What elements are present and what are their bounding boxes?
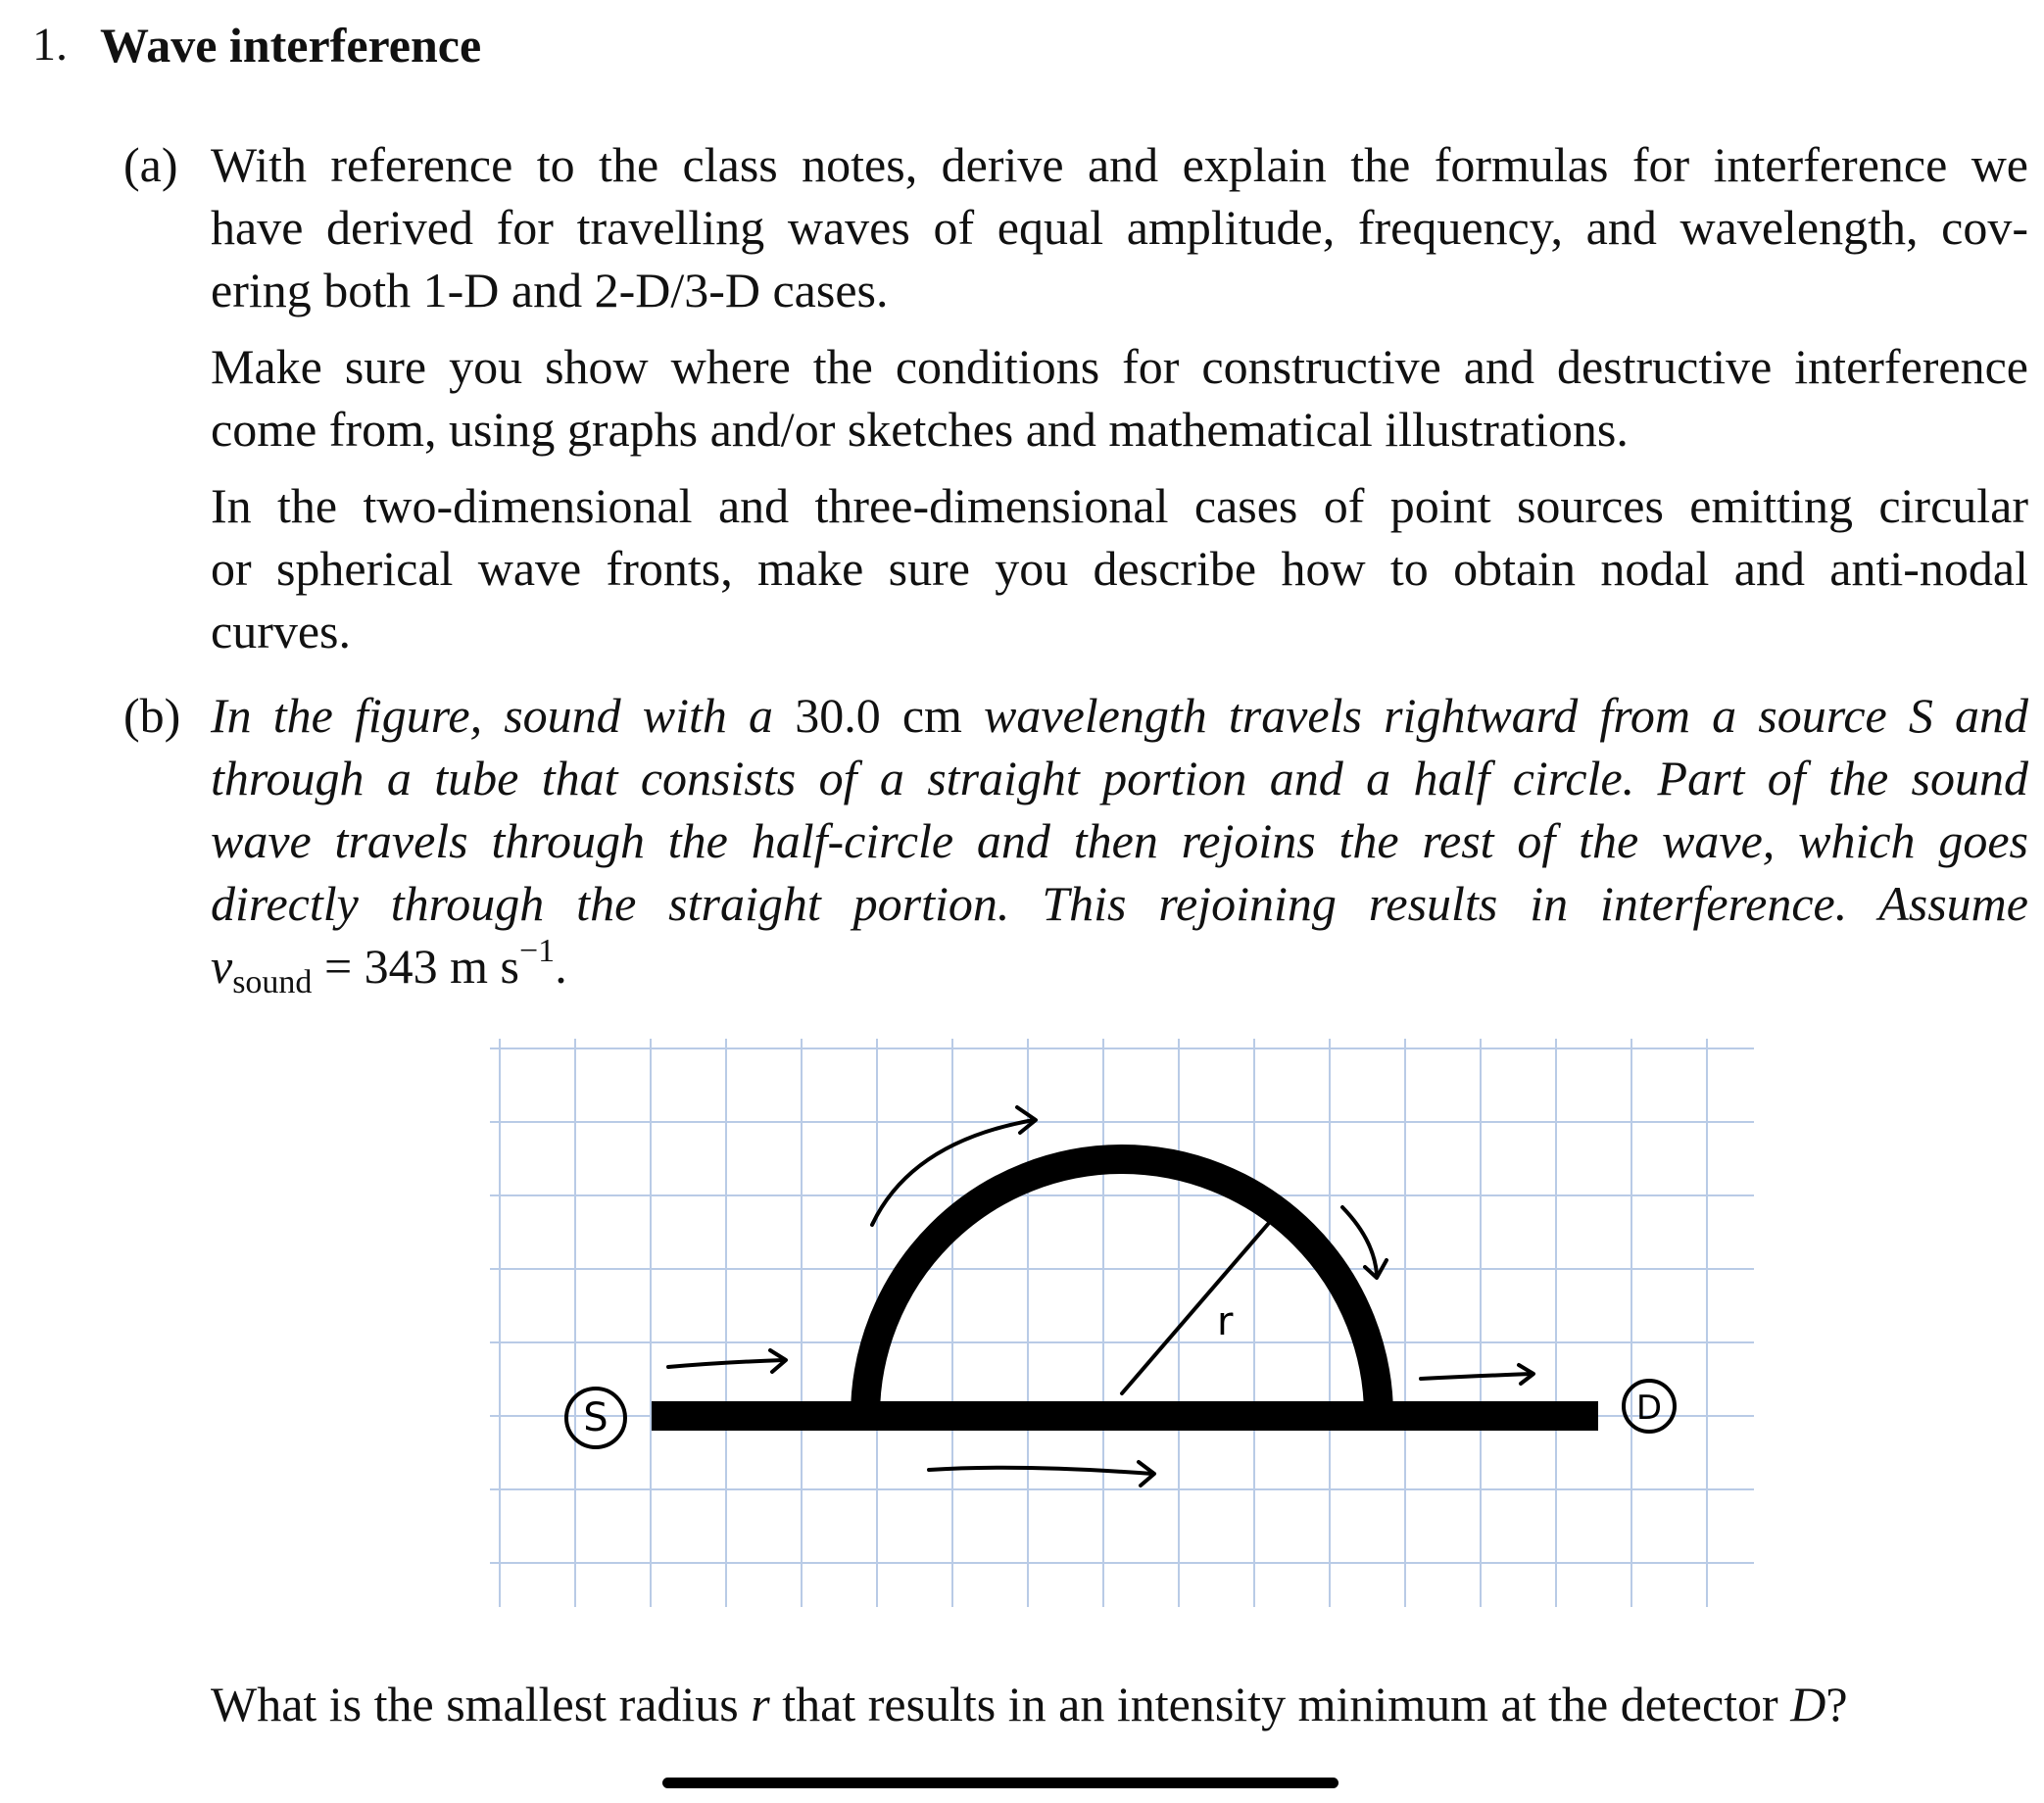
question-pre: What is the smallest radius <box>211 1677 752 1731</box>
part-a-paragraph-2 <box>211 335 2028 461</box>
part-b-line-2: through a tube that consists of a straight portion and a half circle. Part of the sound <box>211 751 2028 805</box>
part-a-p3-line-3: curves. <box>211 604 351 658</box>
part-b-paragraph <box>211 684 2028 998</box>
detector-label: D <box>1635 1389 1663 1428</box>
graph-grid <box>490 1039 1754 1607</box>
part-a-p1-line-2: have derived for travelling waves of equal amplitude, frequency, and wavelength, cov- <box>211 200 2028 255</box>
v-end: . <box>555 939 567 994</box>
part-a-paragraph-1 <box>211 133 2028 321</box>
tube-figure <box>490 1039 1754 1627</box>
v-symbol: v <box>211 939 233 994</box>
arrow-icon-right <box>1421 1365 1533 1384</box>
half-circle-tube <box>865 1159 1379 1416</box>
section-title: Wave interference <box>100 18 482 73</box>
home-indicator[interactable] <box>662 1778 1338 1788</box>
question-d-symbol: D <box>1790 1677 1826 1731</box>
arrow-icon-bottom <box>929 1462 1154 1486</box>
part-b-line-5 <box>211 935 2028 998</box>
part-b-line-4: directly through the straight portion. This rejoining results in interference. Assume <box>211 876 2028 931</box>
part-b-line-1-end: and <box>1932 688 2028 743</box>
part-a-p1-line-1: With reference to the class notes, derive and explain the formulas for interference we <box>211 137 2028 192</box>
part-a-paragraph-3 <box>211 474 2028 662</box>
part-b-label: (b) <box>123 688 181 743</box>
question-mid: that results in an intensity minimum at the detector <box>769 1677 1791 1731</box>
part-a-p2-line-2: come from, using graphs and/or sketches and mathematical illustrations. <box>211 402 1629 457</box>
part-b-line-1-pre: In the figure, sound with a <box>211 688 796 743</box>
v-exponent: −1 <box>519 933 556 969</box>
part-b-line-1 <box>211 684 2028 747</box>
v-equals: = 343 m s <box>312 939 519 994</box>
part-a-p1-line-3: ering both 1-D and 2-D/3-D cases. <box>211 263 889 317</box>
question-text <box>211 1673 1848 1735</box>
part-a-label: (a) <box>123 137 178 192</box>
straight-tube <box>652 1401 1598 1431</box>
radius-label: r <box>1217 1299 1234 1344</box>
v-subscript: sound <box>232 964 313 1000</box>
part-b-line-1-post: wavelength travels rightward from a source <box>961 688 1909 743</box>
wavelength-value: 30.0 cm <box>795 688 962 743</box>
question-end: ? <box>1825 1677 1848 1731</box>
part-a-p3-line-1: In the two-dimensional and three-dimensional cases of point sources emitting circular <box>211 478 2028 533</box>
radius-line <box>1122 1223 1269 1393</box>
part-b-line-3: wave travels through the half-circle and then rejoins the rest of the wave, which goes <box>211 813 2028 868</box>
source-label: S <box>583 1395 608 1440</box>
section-number: 1. <box>32 19 68 71</box>
part-a-p3-line-2: or spherical wave fronts, make sure you describe how to obtain nodal and anti-nodal <box>211 541 2028 596</box>
question-r-symbol: r <box>751 1677 770 1731</box>
source-symbol: S <box>1908 688 1933 743</box>
part-a-p2-line-1: Make sure you show where the conditions for constructive and destructive interference <box>211 339 2028 394</box>
